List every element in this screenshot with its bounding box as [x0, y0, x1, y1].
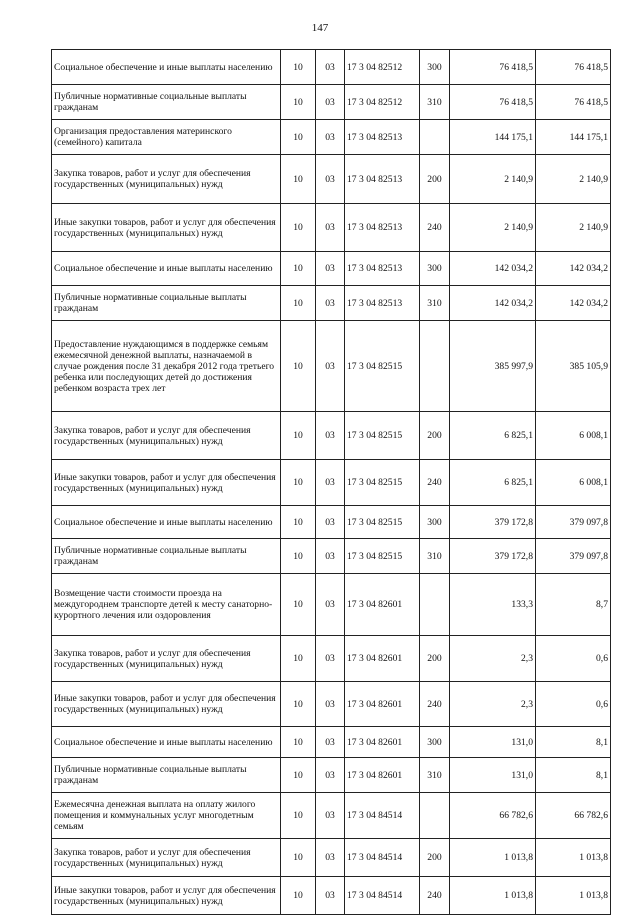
row-subsection: 03: [316, 758, 345, 793]
row-section: 10: [281, 120, 316, 155]
row-target-article: 17 3 04 82513: [345, 252, 420, 286]
row-amount-2: 2 140,9: [536, 155, 611, 204]
table-row: [52, 758, 611, 793]
row-subsection: 03: [316, 204, 345, 252]
row-amount-2: 76 418,5: [536, 85, 611, 120]
row-amount-1: 133,3: [450, 574, 536, 636]
row-amount-2: 8,1: [536, 758, 611, 793]
row-subsection: 03: [316, 155, 345, 204]
row-amount-1: 131,0: [450, 727, 536, 758]
row-name: Социальное обеспечение и иные выплаты населению: [52, 506, 281, 539]
row-section: 10: [281, 539, 316, 574]
table-row: [52, 793, 611, 839]
row-section: 10: [281, 727, 316, 758]
table-row: [52, 460, 611, 506]
row-target-article: 17 3 04 82601: [345, 636, 420, 682]
row-section: 10: [281, 839, 316, 877]
row-amount-1: 379 172,8: [450, 539, 536, 574]
row-target-article: 17 3 04 84514: [345, 793, 420, 839]
row-section: 10: [281, 793, 316, 839]
row-amount-2: 76 418,5: [536, 50, 611, 85]
row-section: 10: [281, 758, 316, 793]
row-amount-1: 2 140,9: [450, 155, 536, 204]
row-target-article: 17 3 04 82513: [345, 120, 420, 155]
row-expense-type: 200: [420, 155, 450, 204]
row-expense-type: 310: [420, 539, 450, 574]
row-subsection: 03: [316, 839, 345, 877]
row-name: Закупка товаров, работ и услуг для обеспечения государственных (муниципальных) нужд: [52, 412, 281, 460]
row-target-article: 17 3 04 82515: [345, 506, 420, 539]
row-section: 10: [281, 412, 316, 460]
row-amount-2: 144 175,1: [536, 120, 611, 155]
row-section: 10: [281, 204, 316, 252]
row-expense-type: [420, 574, 450, 636]
row-target-article: 17 3 04 82515: [345, 460, 420, 506]
row-name: Закупка товаров, работ и услуг для обеспечения государственных (муниципальных) нужд: [52, 839, 281, 877]
row-name: Социальное обеспечение и иные выплаты населению: [52, 50, 281, 85]
row-expense-type: 240: [420, 877, 450, 915]
row-subsection: 03: [316, 85, 345, 120]
row-name: Закупка товаров, работ и услуг для обеспечения государственных (муниципальных) нужд: [52, 636, 281, 682]
row-subsection: 03: [316, 636, 345, 682]
row-amount-2: 6 008,1: [536, 412, 611, 460]
row-section: 10: [281, 682, 316, 727]
row-expense-type: 300: [420, 252, 450, 286]
row-amount-2: 0,6: [536, 682, 611, 727]
row-amount-1: 142 034,2: [450, 252, 536, 286]
row-target-article: 17 3 04 82512: [345, 85, 420, 120]
row-section: 10: [281, 85, 316, 120]
row-expense-type: 240: [420, 204, 450, 252]
row-target-article: 17 3 04 82515: [345, 412, 420, 460]
row-name: Возмещение части стоимости проезда на междугороднем транспорте детей к месту санаторно-курортного лечения или оздоровления: [52, 574, 281, 636]
row-target-article: 17 3 04 82601: [345, 758, 420, 793]
row-subsection: 03: [316, 286, 345, 321]
row-expense-type: 240: [420, 460, 450, 506]
row-subsection: 03: [316, 412, 345, 460]
row-amount-1: 76 418,5: [450, 85, 536, 120]
row-target-article: 17 3 04 82515: [345, 321, 420, 412]
row-subsection: 03: [316, 682, 345, 727]
budget-table: [51, 49, 611, 915]
row-subsection: 03: [316, 574, 345, 636]
row-subsection: 03: [316, 120, 345, 155]
row-amount-1: 6 825,1: [450, 460, 536, 506]
row-name: Публичные нормативные социальные выплаты гражданам: [52, 286, 281, 321]
row-amount-2: 0,6: [536, 636, 611, 682]
row-amount-2: 385 105,9: [536, 321, 611, 412]
row-subsection: 03: [316, 252, 345, 286]
table-row: [52, 412, 611, 460]
row-amount-1: 131,0: [450, 758, 536, 793]
row-target-article: 17 3 04 82601: [345, 574, 420, 636]
row-target-article: 17 3 04 82601: [345, 727, 420, 758]
row-amount-2: 1 013,8: [536, 877, 611, 915]
row-subsection: 03: [316, 539, 345, 574]
row-amount-1: 66 782,6: [450, 793, 536, 839]
row-target-article: 17 3 04 82512: [345, 50, 420, 85]
row-name: Иные закупки товаров, работ и услуг для обеспечения государственных (муниципальных) нужд: [52, 682, 281, 727]
row-expense-type: 240: [420, 682, 450, 727]
row-amount-1: 6 825,1: [450, 412, 536, 460]
row-expense-type: 300: [420, 50, 450, 85]
table-body: [52, 50, 611, 915]
row-amount-1: 2,3: [450, 636, 536, 682]
row-amount-2: 2 140,9: [536, 204, 611, 252]
table-row: [52, 727, 611, 758]
row-section: 10: [281, 636, 316, 682]
row-amount-1: 2 140,9: [450, 204, 536, 252]
row-name: Социальное обеспечение и иные выплаты населению: [52, 252, 281, 286]
row-section: 10: [281, 506, 316, 539]
table-row: [52, 539, 611, 574]
row-target-article: 17 3 04 82513: [345, 204, 420, 252]
row-section: 10: [281, 321, 316, 412]
row-target-article: 17 3 04 82513: [345, 155, 420, 204]
row-section: 10: [281, 460, 316, 506]
table-row: [52, 839, 611, 877]
row-amount-2: 142 034,2: [536, 252, 611, 286]
row-name: Иные закупки товаров, работ и услуг для обеспечения государственных (муниципальных) нужд: [52, 460, 281, 506]
page-number: 147: [311, 22, 329, 34]
row-amount-2: 8,1: [536, 727, 611, 758]
row-target-article: 17 3 04 84514: [345, 877, 420, 915]
table-row: [52, 286, 611, 321]
row-amount-1: 76 418,5: [450, 50, 536, 85]
row-amount-2: 6 008,1: [536, 460, 611, 506]
row-target-article: 17 3 04 82515: [345, 539, 420, 574]
table-row: [52, 252, 611, 286]
row-subsection: 03: [316, 506, 345, 539]
row-target-article: 17 3 04 84514: [345, 839, 420, 877]
table-row: [52, 877, 611, 915]
row-expense-type: [420, 793, 450, 839]
row-amount-2: 379 097,8: [536, 506, 611, 539]
row-name: Иные закупки товаров, работ и услуг для обеспечения государственных (муниципальных) нужд: [52, 877, 281, 915]
row-expense-type: 310: [420, 286, 450, 321]
row-name: Публичные нормативные социальные выплаты гражданам: [52, 85, 281, 120]
table-row: [52, 574, 611, 636]
table-row: [52, 636, 611, 682]
row-target-article: 17 3 04 82601: [345, 682, 420, 727]
row-amount-2: 8,7: [536, 574, 611, 636]
row-amount-1: 144 175,1: [450, 120, 536, 155]
row-name: Организация предоставления материнского (семейного) капитала: [52, 120, 281, 155]
row-amount-1: 1 013,8: [450, 839, 536, 877]
table-row: [52, 506, 611, 539]
row-expense-type: 300: [420, 506, 450, 539]
row-subsection: 03: [316, 877, 345, 915]
row-section: 10: [281, 50, 316, 85]
table-row: [52, 682, 611, 727]
row-section: 10: [281, 877, 316, 915]
row-amount-1: 2,3: [450, 682, 536, 727]
row-subsection: 03: [316, 793, 345, 839]
row-expense-type: 200: [420, 412, 450, 460]
row-expense-type: [420, 321, 450, 412]
row-section: 10: [281, 574, 316, 636]
table-row: [52, 204, 611, 252]
row-section: 10: [281, 155, 316, 204]
row-amount-2: 142 034,2: [536, 286, 611, 321]
table-row: [52, 85, 611, 120]
row-amount-2: 66 782,6: [536, 793, 611, 839]
row-name: Закупка товаров, работ и услуг для обеспечения государственных (муниципальных) нужд: [52, 155, 281, 204]
table-row: [52, 50, 611, 85]
row-expense-type: 310: [420, 758, 450, 793]
table-row: [52, 120, 611, 155]
row-subsection: 03: [316, 50, 345, 85]
row-amount-2: 1 013,8: [536, 839, 611, 877]
row-name: Публичные нормативные социальные выплаты гражданам: [52, 539, 281, 574]
table-row: [52, 155, 611, 204]
row-subsection: 03: [316, 460, 345, 506]
row-subsection: 03: [316, 321, 345, 412]
row-name: Иные закупки товаров, работ и услуг для обеспечения государственных (муниципальных) нужд: [52, 204, 281, 252]
row-expense-type: [420, 120, 450, 155]
row-subsection: 03: [316, 727, 345, 758]
row-expense-type: 200: [420, 636, 450, 682]
row-amount-1: 142 034,2: [450, 286, 536, 321]
row-expense-type: 310: [420, 85, 450, 120]
row-section: 10: [281, 286, 316, 321]
row-target-article: 17 3 04 82513: [345, 286, 420, 321]
row-expense-type: 200: [420, 839, 450, 877]
row-section: 10: [281, 252, 316, 286]
table-row: [52, 321, 611, 412]
row-name: Ежемесячна денежная выплата на оплату жилого помещения и коммунальных услуг многодетным семьям: [52, 793, 281, 839]
row-name: Социальное обеспечение и иные выплаты населению: [52, 727, 281, 758]
row-amount-1: 385 997,9: [450, 321, 536, 412]
row-name: Публичные нормативные социальные выплаты гражданам: [52, 758, 281, 793]
row-amount-2: 379 097,8: [536, 539, 611, 574]
row-amount-1: 379 172,8: [450, 506, 536, 539]
row-amount-1: 1 013,8: [450, 877, 536, 915]
row-expense-type: 300: [420, 727, 450, 758]
row-name: Предоставление нуждающимся в поддержке семьям ежемесячной денежной выплаты, назначаемой в случае рождения после 31 декабря 2012 года третьего ребенка или последующих детей до достижения ребенком возраста трех лет: [52, 321, 281, 412]
